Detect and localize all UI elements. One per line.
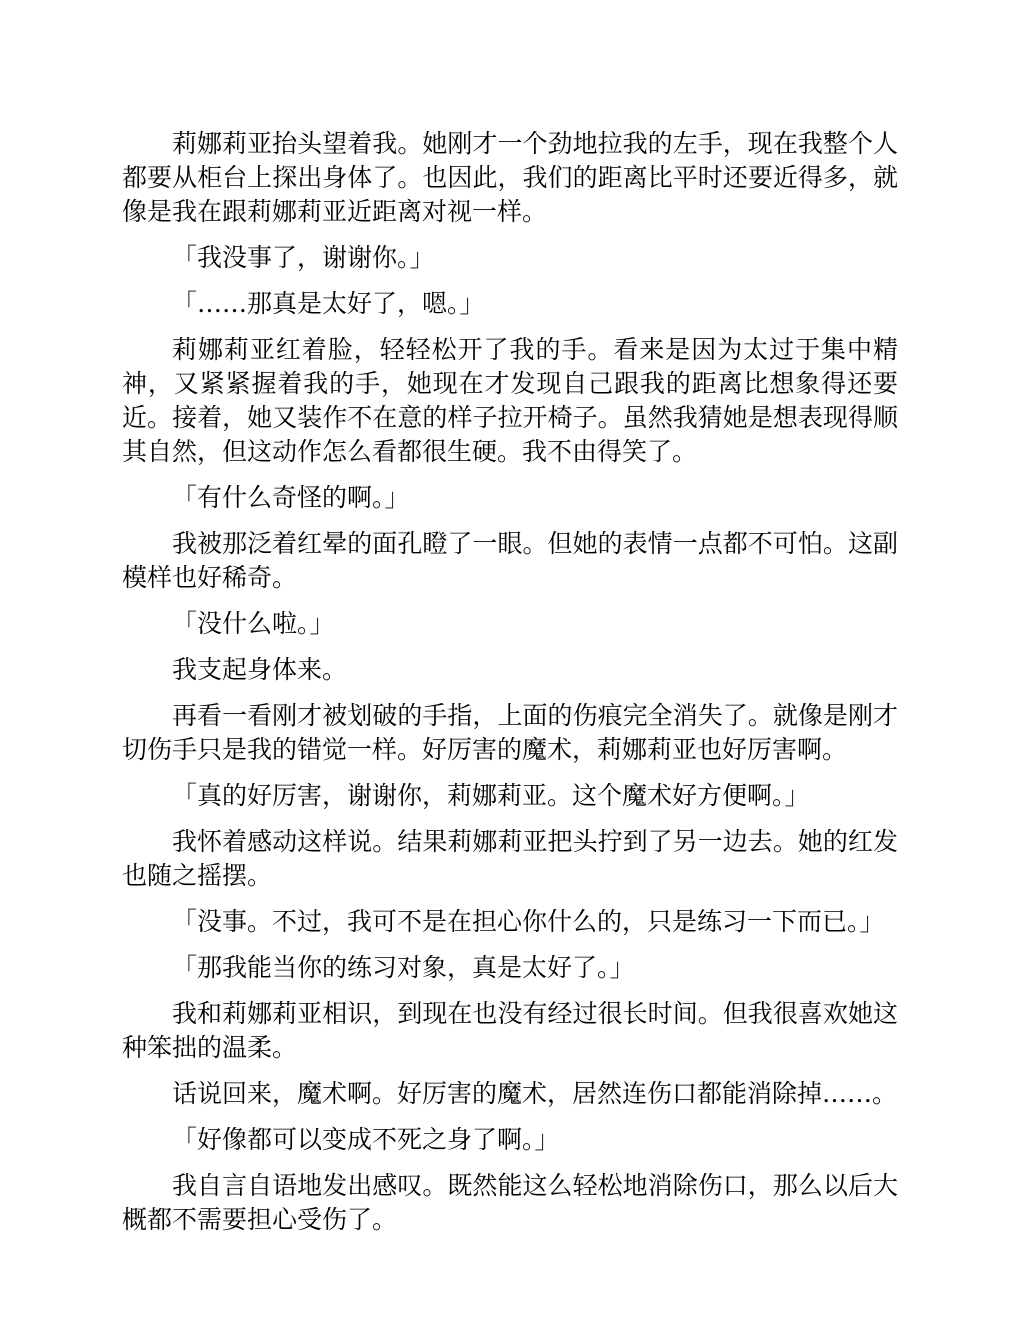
paragraph: 「好像都可以变成不死之身了啊。」 xyxy=(172,1125,560,1154)
paragraph: 「真的好厉害，谢谢你，莉娜莉亚。这个魔术好方便啊。」 xyxy=(172,781,810,810)
paragraph: 「那我能当你的练习对象，真是太好了。」 xyxy=(172,953,635,982)
paragraph: 「没事。不过，我可不是在担心你什么的，只是练习一下而已。」 xyxy=(172,907,885,936)
paragraph: 「有什么奇怪的啊。」 xyxy=(172,483,410,512)
paragraph: 再看一看刚才被划破的手指，上面的伤痕完全消失了。就像是刚才切伤手只是我的错觉一样。好厉害的魔术，莉娜莉亚也好厉害啊。 xyxy=(122,701,898,764)
paragraph: 莉娜莉亚红着脸，轻轻松开了我的手。看来是因为太过于集中精神，又紧紧握着我的手，她现在才发现自己跟我的距离比想象得还要近。接着，她又装作不在意的样子拉开椅子。虽然我猜她是想表现得顺其自然，但这动作怎么看都很生硬。我不由得笑了。 xyxy=(122,335,898,466)
paragraph: 莉娜莉亚抬头望着我。她刚才一个劲地拉我的左手，现在我整个人都要从柜台上探出身体了。也因此，我们的距离比平时还要近得多，就像是我在跟莉娜莉亚近距离对视一样。 xyxy=(122,129,898,226)
paragraph: 我支起身体来。 xyxy=(172,655,348,684)
paragraph: 我被那泛着红晕的面孔瞪了一眼。但她的表情一点都不可怕。这副模样也好稀奇。 xyxy=(122,529,898,592)
paragraph: 我怀着感动这样说。结果莉娜莉亚把头拧到了另一边去。她的红发也随之摇摆。 xyxy=(122,827,898,890)
paragraph: 话说回来，魔术啊。好厉害的魔术，居然连伤口都能消除掉……。 xyxy=(172,1079,898,1108)
paragraph: 我自言自语地发出感叹。既然能这么轻松地消除伤口，那么以后大概都不需要担心受伤了。 xyxy=(122,1171,898,1234)
body-text xyxy=(122,127,898,1249)
paragraph: 「没什么啦。」 xyxy=(172,609,335,638)
paragraph: 「……那真是太好了，嗯。」 xyxy=(172,289,485,318)
paragraph: 我和莉娜莉亚相识，到现在也没有经过很长时间。但我很喜欢她这种笨拙的温柔。 xyxy=(122,999,898,1062)
paragraph: 「我没事了，谢谢你。」 xyxy=(172,243,435,272)
